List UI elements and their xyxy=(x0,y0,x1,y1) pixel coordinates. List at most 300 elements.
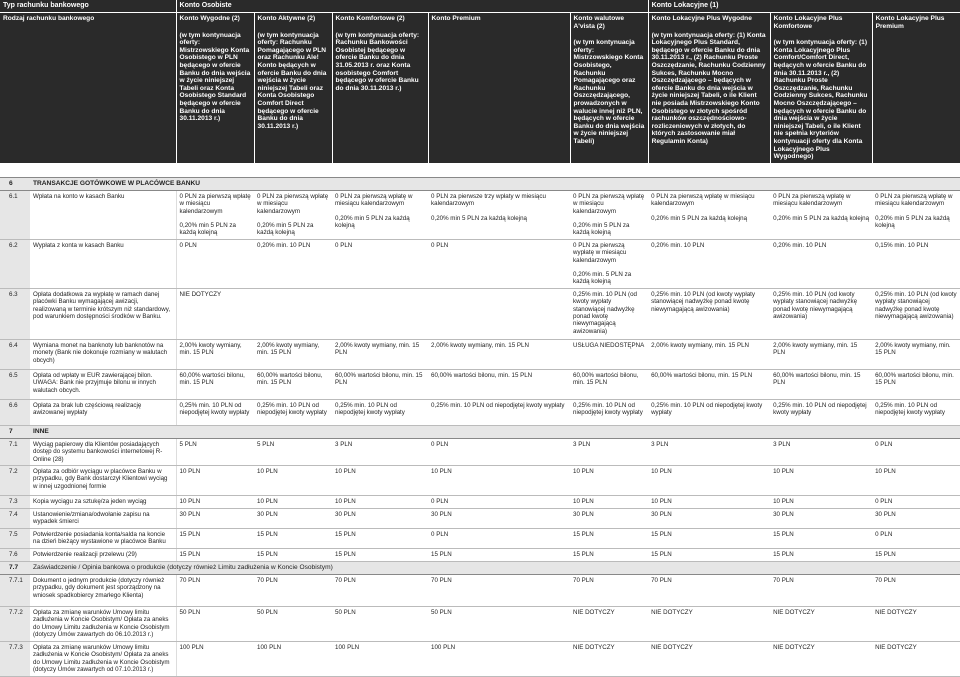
fee-value: 30 PLN xyxy=(431,510,452,518)
row-number: 7.5 xyxy=(6,528,30,548)
section-header xyxy=(0,177,960,190)
fee-cell xyxy=(254,641,332,676)
fee-cell xyxy=(428,239,570,288)
fee-value-secondary: 0,20% min 5 PLN za każdą kolejną xyxy=(335,214,410,229)
fee-cell xyxy=(176,369,254,399)
fee-cell xyxy=(428,399,570,425)
fee-value: 0,20% min. 10 PLN xyxy=(651,241,705,249)
fee-value: NIE DOTYCZY xyxy=(773,608,815,616)
fee-value: 15 PLN xyxy=(257,550,278,558)
row-number: 6.4 xyxy=(6,339,30,369)
fee-value: 60,00% wartości bilonu, min. 15 PLN xyxy=(335,371,423,387)
section-header xyxy=(0,561,960,574)
fee-cell xyxy=(254,548,332,561)
fee-value: 0,25% min. 10 PLN od niepodjętej kwoty wypłaty xyxy=(179,401,250,417)
fee-cell xyxy=(872,606,960,641)
fee-value: NIE DOTYCZY xyxy=(573,643,615,651)
fee-value: 0 PLN xyxy=(431,530,449,538)
table-row xyxy=(0,190,960,239)
fee-value: NIE DOTYCZY xyxy=(573,608,615,616)
column-header xyxy=(254,13,332,163)
fee-cell xyxy=(254,528,332,548)
column-name: Konto Komfortowe (2) xyxy=(335,15,405,22)
table-row xyxy=(0,528,960,548)
table-row xyxy=(0,641,960,676)
fee-value: 10 PLN xyxy=(179,497,201,505)
fee-cell xyxy=(332,288,428,339)
fee-cell xyxy=(570,190,648,239)
fee-cell xyxy=(176,288,254,339)
fee-cell xyxy=(872,465,960,495)
fee-cell xyxy=(254,190,332,239)
section-header xyxy=(0,425,960,438)
fee-cell xyxy=(428,528,570,548)
fee-cell xyxy=(176,508,254,528)
table-row xyxy=(0,574,960,606)
section-number: 7 xyxy=(6,425,30,438)
fee-cell xyxy=(648,508,770,528)
row-number: 7.3 xyxy=(6,495,30,508)
row-number: 7.7.1 xyxy=(6,574,30,606)
fee-value-secondary: 0,20% min 5 PLN za każdą kolejną xyxy=(651,214,748,222)
fee-cell xyxy=(570,606,648,641)
table-row xyxy=(0,288,960,339)
fee-cell xyxy=(570,495,648,508)
fee-cell xyxy=(428,508,570,528)
fee-value: 0 PLN xyxy=(875,440,893,448)
fee-value: 0,25% min. 10 PLN od niepodjętej kwoty wypłaty xyxy=(573,401,643,417)
fee-cell xyxy=(332,438,428,465)
fee-value: 0,25% min. 10 PLN od niepodjętej kwoty wypłaty xyxy=(773,401,867,417)
row-number: 7.4 xyxy=(6,508,30,528)
fee-cell xyxy=(872,548,960,561)
fee-cell xyxy=(332,528,428,548)
fee-cell xyxy=(872,438,960,465)
table-row xyxy=(0,465,960,495)
fee-cell xyxy=(872,508,960,528)
fee-value: 30 PLN xyxy=(257,510,278,518)
fee-cell xyxy=(872,574,960,606)
fee-value: NIE DOTYCZY xyxy=(875,643,917,651)
row-number: 7.2 xyxy=(6,465,30,495)
fee-value: 30 PLN xyxy=(179,510,201,518)
fee-cell xyxy=(254,465,332,495)
fee-cell xyxy=(176,574,254,606)
column-header xyxy=(332,13,428,163)
fee-value-secondary: 0,20% min 5 PLN za każdą kolejną xyxy=(573,221,630,237)
fee-value: 0 PLN za pierwszą wpłatę w miesiącu kalendarzowym xyxy=(257,192,329,215)
column-header xyxy=(872,13,960,163)
fee-value: 70 PLN xyxy=(179,576,201,584)
fee-value: 2,00% kwoty wymiany, min. 15 PLN xyxy=(335,341,420,357)
fee-cell xyxy=(770,239,872,288)
fee-value: 15 PLN xyxy=(335,550,356,558)
fee-value: 0 PLN xyxy=(431,497,449,505)
fee-cell xyxy=(332,574,428,606)
fee-value: 100 PLN xyxy=(179,643,204,651)
table-row xyxy=(0,239,960,288)
fee-cell xyxy=(176,548,254,561)
fee-cell xyxy=(770,438,872,465)
column-header xyxy=(176,13,254,163)
column-name: Konto Lokacyjne Plus Wygodne xyxy=(651,15,752,22)
fee-cell xyxy=(770,508,872,528)
fee-cell xyxy=(176,438,254,465)
fee-value: 15 PLN xyxy=(179,530,201,538)
fee-cell xyxy=(254,495,332,508)
fee-cell xyxy=(254,239,332,288)
row-description: Opłata od wpłaty w EUR zawierającej bilon. UWAGA: Bank nie przyjmuje bilonu w innych walutach obcych. xyxy=(30,369,176,399)
fee-cell xyxy=(570,548,648,561)
spacer-cell xyxy=(0,163,960,178)
fee-value: 50 PLN xyxy=(335,608,356,616)
fee-value: 0,25% min. 10 PLN (od kwoty wypłaty stanowiącej nadwyżkę ponad kwotę niewymagającą awizowania) xyxy=(651,290,755,313)
section-number: 7.7 xyxy=(6,561,30,574)
fee-value: 0 PLN za pierwszą wpłatę w miesiącu kalendarzowym xyxy=(875,192,953,208)
header-row-type xyxy=(0,0,960,13)
fee-cell xyxy=(648,438,770,465)
fee-value: NIE DOTYCZY xyxy=(179,290,222,298)
fee-value: 3 PLN xyxy=(773,440,791,448)
fee-cell xyxy=(648,574,770,606)
fee-value: USŁUGA NIEDOSTĘPNA xyxy=(573,341,645,349)
section-title: INNE xyxy=(30,425,960,438)
column-desc: (w tym kontynuacja oferty: Rachunku Pomagającego w PLN oraz Rachunku Ale! Konto będących w ofercie Banku do dnia wejścia w życie niniejszej Tabeli oraz Konta Osobistego Comfort Direct będącego w ofercie Banku do dnia 30.11.2013 r.) xyxy=(257,31,327,130)
fee-value: 0 PLN xyxy=(335,241,353,249)
fee-value: 3 PLN xyxy=(335,440,353,448)
fee-value: 10 PLN xyxy=(257,467,278,475)
fee-cell xyxy=(872,528,960,548)
fee-value: 60,00% wartości bilonu, min. 15 PLN xyxy=(179,371,245,387)
fee-cell xyxy=(176,641,254,676)
fee-value: 10 PLN xyxy=(773,497,794,505)
fee-cell xyxy=(648,548,770,561)
fee-cell xyxy=(648,239,770,288)
fee-value: 10 PLN xyxy=(335,497,356,505)
row-description: Wyciąg papierowy dla Klientów posiadających dostęp do systemu bankowości internetowej R-Online (28) xyxy=(30,438,176,465)
fee-value: 70 PLN xyxy=(431,576,452,584)
fee-cell xyxy=(570,239,648,288)
fee-cell xyxy=(648,528,770,548)
fee-value: 70 PLN xyxy=(335,576,356,584)
fee-cell xyxy=(332,369,428,399)
fee-cell xyxy=(428,369,570,399)
fee-value: 0 PLN xyxy=(431,440,449,448)
fee-cell xyxy=(872,399,960,425)
column-desc: (w tym kontynuacja oferty: (1) Konta Lokacyjnego Plus Standard, będącego w ofercie Banku do dnia 30.11.2013 r., (2) Rachunku Proste Oszczędzanie, Rachunku Codzienny Sukces, Rachunku Mocno Oszczędzającego – będących w ofercie Banku do dnia wejścia w życie niniejszej Tabeli, o ile Klient nie posiada Mistrzowskiego Konto Osobistego w złotych spośród rachunków oszczędnościowo-rozliczeniowych w złotych, do których zastosowanie miał Regulamin Konta) xyxy=(651,31,766,145)
column-desc: (w tym kontynuacja oferty: Mistrzowskiego Konta Osobistego w PLN będącego w ofercie Banku do dnia wejścia w życie niniejszej Tabeli oraz Konta Osobistego Standard będącego w ofercie Banku do dnia 30.11.2013 r.) xyxy=(179,31,251,123)
column-name: Konto Wygodne (2) xyxy=(179,15,240,22)
fee-cell xyxy=(332,606,428,641)
column-header xyxy=(570,13,648,163)
fee-value: 2,00% kwoty wymiany, min. 15 PLN xyxy=(651,341,749,349)
row-number: 7.7.2 xyxy=(6,606,30,641)
fee-cell xyxy=(332,339,428,369)
fee-value-secondary: 0,20% min 5 PLN za każdą kolejną xyxy=(257,221,314,237)
fee-value: NIE DOTYCZY xyxy=(651,608,693,616)
fee-value: 0 PLN xyxy=(875,497,893,505)
fee-value: 0,20% min. 10 PLN xyxy=(773,241,827,249)
fee-cell xyxy=(570,641,648,676)
table-row xyxy=(0,399,960,425)
fee-cell xyxy=(648,641,770,676)
fee-value: 10 PLN xyxy=(335,467,356,475)
fee-value: 15 PLN xyxy=(773,530,794,538)
row-description: Wypłata z konta w kasach Banku xyxy=(30,239,176,288)
fee-cell xyxy=(254,508,332,528)
fee-value: 15 PLN xyxy=(179,550,201,558)
fee-cell xyxy=(254,288,332,339)
fee-value: 0,25% min. 10 PLN od niepodjętej kwoty wypłaty xyxy=(335,401,405,417)
fee-value-secondary: 0,20% min. 5 PLN za każdą kolejną xyxy=(573,270,632,286)
table-row xyxy=(0,369,960,399)
section-title: TRANSAKCJE GOTÓWKOWE W PLACÓWCE BANKU xyxy=(30,177,960,190)
row-number: 6.1 xyxy=(6,190,30,239)
fee-cell xyxy=(770,399,872,425)
row-number: 7.6 xyxy=(6,548,30,561)
column-header xyxy=(428,13,570,163)
fee-cell xyxy=(770,339,872,369)
fee-cell xyxy=(428,339,570,369)
fee-value: 100 PLN xyxy=(431,643,456,651)
section-title: Zaświadczenie / Opinia bankowa o produkcie (dotyczy również Limitu zadłużenia w Koncie Osobistym) xyxy=(30,561,960,574)
fee-value: 100 PLN xyxy=(257,643,282,651)
fee-cell xyxy=(648,399,770,425)
fee-cell xyxy=(254,438,332,465)
fee-value: 60,00% wartości bilonu, min. 15 PLN xyxy=(875,371,954,387)
fee-value: 60,00% wartości bilonu, min. 15 PLN xyxy=(773,371,861,387)
fee-value: 70 PLN xyxy=(875,576,896,584)
fee-value: 0,25% min. 10 PLN (od kwoty wypłaty stanowiącej nadwyżkę ponad kwotę niewymagającą awizowania) xyxy=(573,290,638,335)
fee-value: 5 PLN xyxy=(257,440,275,448)
fee-value: NIE DOTYCZY xyxy=(875,608,917,616)
fee-value: 30 PLN xyxy=(651,510,672,518)
fee-value: 30 PLN xyxy=(773,510,794,518)
fee-cell xyxy=(428,288,570,339)
fee-value: 15 PLN xyxy=(651,550,672,558)
fee-cell xyxy=(770,369,872,399)
fee-cell xyxy=(428,465,570,495)
fee-value: 10 PLN xyxy=(573,467,594,475)
fee-value: 30 PLN xyxy=(875,510,896,518)
fee-cell xyxy=(570,288,648,339)
fee-cell xyxy=(648,339,770,369)
fee-value: 2,00% kwoty wymiany, min. 15 PLN xyxy=(431,341,529,349)
fee-cell xyxy=(872,288,960,339)
fee-value-secondary: 0,20% min 5 PLN za każdą kolejną xyxy=(179,221,236,237)
fee-cell xyxy=(570,574,648,606)
fee-cell xyxy=(176,190,254,239)
fee-value: 100 PLN xyxy=(335,643,360,651)
table-row xyxy=(0,508,960,528)
savings-account-group-label: Konto Lokacyjne (1) xyxy=(648,0,960,13)
fee-cell xyxy=(254,574,332,606)
fee-cell xyxy=(428,548,570,561)
column-name: Konto walutowe A'vista (2) xyxy=(573,15,625,30)
fee-cell xyxy=(254,339,332,369)
fee-cell xyxy=(176,606,254,641)
fee-cell xyxy=(872,239,960,288)
fee-value: 70 PLN xyxy=(773,576,794,584)
fee-value: 10 PLN xyxy=(651,467,672,475)
fee-value: 0 PLN za pierwszą wpłatę w miesiącu kalendarzowym xyxy=(651,192,755,208)
fee-value: 0 PLN za pierwszą wpłatę w miesiącu kalendarzowym xyxy=(573,192,645,215)
fee-value: 0 PLN xyxy=(875,530,893,538)
row-number: 6.5 xyxy=(6,369,30,399)
fee-cell xyxy=(648,288,770,339)
fee-value: 15 PLN xyxy=(875,550,896,558)
row-description: Opłata za zmianę warunków Umowy limitu zadłużenia w Koncie Osobistym/ Opłata za aneks do Umowy Limitu zadłużenia w Koncie Osobistym (dotyczy Umów zawartych od 07.10.2013 r.) xyxy=(30,641,176,676)
fee-cell xyxy=(428,495,570,508)
fee-cell xyxy=(332,548,428,561)
table-row xyxy=(0,548,960,561)
fee-value: 0,25% min. 10 PLN od niepodjętej kwoty wypłaty xyxy=(431,401,565,409)
fee-value: 0,25% min. 10 PLN od niepodjętej kwoty wypłaty xyxy=(257,401,327,417)
row-description: Wymiana monet na banknoty lub banknotów na monety (Bank nie dokonuje rozmiany w walutach obcych) xyxy=(30,339,176,369)
column-name: Konto Lokacyjne Plus Premium xyxy=(875,15,945,30)
header-row-accounts xyxy=(0,13,960,163)
fee-value: 15 PLN xyxy=(257,530,278,538)
fee-cell xyxy=(770,190,872,239)
fee-value: 30 PLN xyxy=(335,510,356,518)
fee-value: 0 PLN xyxy=(179,241,197,249)
fee-cell xyxy=(648,465,770,495)
fee-value: 10 PLN xyxy=(875,467,896,475)
fee-value: 30 PLN xyxy=(573,510,594,518)
fee-value: 0,25% min. 10 PLN od niepodjętej kwoty wypłaty xyxy=(651,401,763,417)
fee-cell xyxy=(770,528,872,548)
table-row xyxy=(0,495,960,508)
fee-cell xyxy=(770,495,872,508)
fee-cell xyxy=(770,574,872,606)
fee-value-secondary: 0,20% min 5 PLN za każdą kolejną xyxy=(431,214,527,222)
row-description: Wpłata na konto w kasach Banku xyxy=(30,190,176,239)
fee-cell xyxy=(428,641,570,676)
fee-cell xyxy=(254,399,332,425)
row-number: 6.6 xyxy=(6,399,30,425)
fee-cell xyxy=(648,495,770,508)
fee-cell xyxy=(648,190,770,239)
row-description: Potwierdzenie posiadania konta/salda na koncie na dzień bieżący wystawione w placówce Banku xyxy=(30,528,176,548)
fee-value: 10 PLN xyxy=(179,467,201,475)
fee-cell xyxy=(872,369,960,399)
fee-value-secondary: 0,20% min 5 PLN za każdą kolejną xyxy=(773,214,870,222)
fee-cell xyxy=(176,528,254,548)
fee-value: 2,00% kwoty wymiany, min. 15 PLN xyxy=(773,341,858,357)
fee-value: 3 PLN xyxy=(651,440,669,448)
fee-cell xyxy=(332,641,428,676)
row-description: Opłata za zmianę warunków Umowy limitu zadłużenia w Koncie Osobistym/ Opłata za aneks do Umowy Limitu zadłużenia w Koncie Osobistym (dotyczy Umów zawartych do 06.10.2013 r.) xyxy=(30,606,176,641)
fee-value: NIE DOTYCZY xyxy=(773,643,815,651)
section-number: 6 xyxy=(6,177,30,190)
fee-cell xyxy=(770,288,872,339)
fee-value: 15 PLN xyxy=(651,530,672,538)
fee-cell xyxy=(332,239,428,288)
fee-value: 70 PLN xyxy=(257,576,278,584)
fee-value: 0,25% min. 10 PLN od niepodjętej kwoty wypłaty xyxy=(875,401,945,417)
fee-cell xyxy=(770,548,872,561)
fee-cell xyxy=(176,495,254,508)
fee-value: 15 PLN xyxy=(773,550,794,558)
fee-value: 2,00% kwoty wymiany, min. 15 PLN xyxy=(875,341,951,357)
fee-cell xyxy=(872,641,960,676)
fee-value: 15 PLN xyxy=(431,550,452,558)
fee-value: 50 PLN xyxy=(257,608,278,616)
column-name: Konto Aktywne (2) xyxy=(257,15,316,22)
row-number: 7.7.3 xyxy=(6,641,30,676)
fee-cell xyxy=(428,190,570,239)
table-row xyxy=(0,606,960,641)
fee-value: 60,00% wartości bilonu, min. 15 PLN xyxy=(573,371,639,387)
column-header xyxy=(770,13,872,163)
fee-value: 0 PLN za pierwszą wpłatę w miesiącu kalendarzowym xyxy=(773,192,851,208)
row-number: 6.2 xyxy=(6,239,30,288)
account-type-label: Typ rachunku bankowego xyxy=(0,0,176,13)
column-desc: (w tym kontynuacja oferty: (1) Konta Lokacyjnego Plus Comfort/Comfort Direct, będących w ofercie Banku do dnia 30.11.2013 r., (2) Rachunku Proste Oszczędzanie, Rachunku Codzienny Sukces, Rachunku Mocno Oszczędzającego – będących w ofercie Banku do dnia wejścia w życie niniejszej Tabeli, o ile Klient nie spełnia kryteriów kontynuacji oferty dla Konta Lokacyjnego Plus Wygodnego) xyxy=(773,39,868,161)
fee-cell xyxy=(570,438,648,465)
fee-value: 50 PLN xyxy=(179,608,201,616)
fee-value: 0 PLN xyxy=(431,241,449,249)
fee-cell xyxy=(770,465,872,495)
fee-cell xyxy=(770,641,872,676)
fee-value: 0,15% min. 10 PLN xyxy=(875,241,929,249)
fee-cell xyxy=(332,465,428,495)
fee-cell xyxy=(570,528,648,548)
spacer-row xyxy=(0,163,960,178)
fee-cell xyxy=(648,606,770,641)
fee-cell xyxy=(770,606,872,641)
fee-cell xyxy=(648,369,770,399)
fee-value: 0 PLN za pierwszą wpłatę w miesiącu kalendarzowym xyxy=(335,192,413,208)
fee-cell xyxy=(872,190,960,239)
column-header xyxy=(648,13,770,163)
fee-value: 70 PLN xyxy=(651,576,672,584)
fee-value: 2,00% kwoty wymiany, min. 15 PLN xyxy=(179,341,242,357)
fee-cell xyxy=(570,465,648,495)
fee-value: 3 PLN xyxy=(573,440,591,448)
row-number: 6.3 xyxy=(6,288,30,339)
fee-value: 10 PLN xyxy=(431,467,452,475)
column-desc: (w tym kontynuacja oferty: Rachunku Bankowości Osobistej będącego w ofercie Banku do dnia 31.05.2013 r. oraz Konta osobistego Comfort będącego w ofercie Banku do dnia 30.11.2013 r.) xyxy=(335,31,420,92)
fee-value: 50 PLN xyxy=(431,608,452,616)
fee-value-secondary: 0,20% min 5 PLN za każdą kolejną xyxy=(875,214,950,229)
row-description: Potwierdzenie realizacji przelewu (29) xyxy=(30,548,176,561)
fee-cell xyxy=(254,369,332,399)
account-kind-label xyxy=(0,13,176,163)
row-number: 7.1 xyxy=(6,438,30,465)
fee-cell xyxy=(872,495,960,508)
column-name: Konto Lokacyjne Plus Komfortowe xyxy=(773,15,843,30)
fee-value: 10 PLN xyxy=(257,497,278,505)
table-row xyxy=(0,438,960,465)
fee-value: 5 PLN xyxy=(179,440,197,448)
personal-account-group-label: Konto Osobiste xyxy=(176,0,648,13)
fee-cell xyxy=(176,399,254,425)
fee-value: 15 PLN xyxy=(573,530,594,538)
fee-cell xyxy=(332,495,428,508)
column-name: Konto Premium xyxy=(431,15,481,22)
fee-value: 10 PLN xyxy=(573,497,594,505)
account-kind-text: Rodzaj rachunku bankowego xyxy=(3,15,95,22)
fee-value: 60,00% wartości bilonu, min. 15 PLN xyxy=(431,371,533,379)
fee-cell xyxy=(254,606,332,641)
fee-value: 70 PLN xyxy=(573,576,594,584)
fee-value: 0,25% min. 10 PLN (od kwoty wypłaty stanowiącej nadwyżkę ponad kwotę niewymagającą awizowania) xyxy=(773,290,858,320)
fee-cell xyxy=(176,239,254,288)
row-description: Ustanowienie/zmiana/odwołanie zapisu na wypadek śmierci xyxy=(30,508,176,528)
fee-value: 0,25% min. 10 PLN (od kwoty wypłaty stanowiącej nadwyżkę ponad kwotę niewymagającą awizowania) xyxy=(875,290,957,320)
fee-value: 0,20% min. 10 PLN xyxy=(257,241,311,249)
